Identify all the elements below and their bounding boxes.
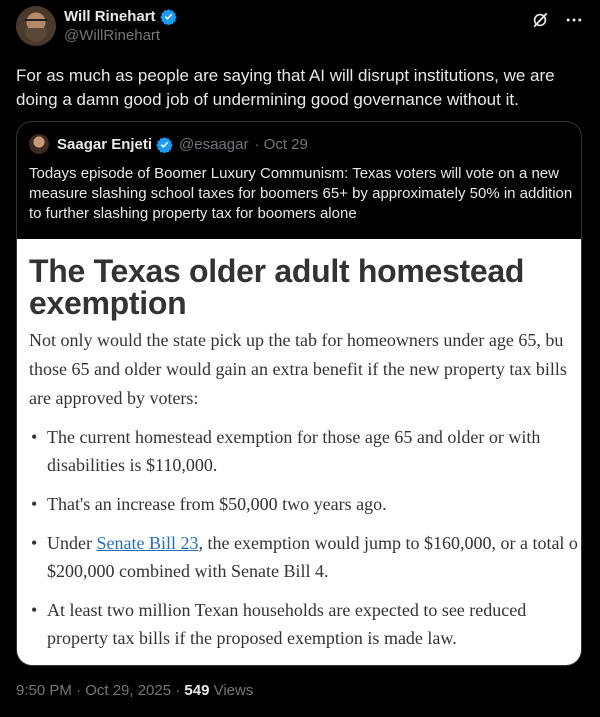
bullet-line: • At least two million Texan households are expected to see reduced <box>47 600 527 620</box>
quote-text: Todays episode of Boomer Luxury Communism: Texas voters will vote on a new measure slashing school taxes for boomers 65+ by approximately 50% in addition to further slashing property tax for boomers alone <box>29 165 573 222</box>
article-title: The Texas older adult homestead exemption <box>29 253 525 321</box>
more-icon[interactable] <box>564 10 584 30</box>
bullet-line: $200,000 combined with Senate Bill 4. <box>47 561 329 581</box>
bullet-text: Under <box>47 533 97 553</box>
tweet-actions <box>530 10 584 30</box>
verified-badge-icon <box>156 136 173 153</box>
bullet-text: , the exemption would jump to $160,000, or a total o <box>198 533 578 553</box>
article-intro <box>29 326 582 413</box>
article-intro-line: Not only would the state pick up the tab for homeowners under age 65, bu <box>29 330 564 350</box>
article-intro-line: those 65 and older would gain an extra benefit if the new property tax bills <box>29 359 567 379</box>
avatar-glasses <box>25 19 47 25</box>
quote-author-handle: @esaagar <box>179 135 249 153</box>
avatar-beard <box>25 28 47 42</box>
views-label: Views <box>209 682 254 699</box>
quote-tweet-card[interactable] <box>16 121 582 666</box>
author-display-name[interactable]: Will Rinehart <box>64 8 156 25</box>
article-bullet <box>29 596 582 652</box>
article-bullet-list <box>29 423 582 663</box>
bullet-line: property tax bills if the proposed exemption is made law. <box>47 628 457 648</box>
senate-bill-23-link[interactable]: Senate Bill 23 <box>96 533 199 553</box>
author-name-block <box>64 8 177 44</box>
tweet-timestamp[interactable]: 9:50 PM · Oct 29, 2025 · <box>16 682 185 699</box>
quote-author-name: Saagar Enjeti <box>57 135 153 153</box>
tweet-header <box>16 6 584 50</box>
views-count: 549 <box>184 682 210 699</box>
article-bullet <box>29 490 582 518</box>
author-handle[interactable]: @WillRinehart <box>64 27 161 44</box>
article-screenshot[interactable] <box>17 239 582 666</box>
bullet-line <box>47 529 582 557</box>
verified-badge-icon <box>160 8 177 25</box>
grok-icon[interactable] <box>530 10 550 30</box>
bullet-line: • That's an increase from $50,000 two years ago. <box>47 494 387 514</box>
tweet-footer <box>16 682 253 699</box>
quote-author-avatar <box>29 134 49 154</box>
bullet-line: disabilities is $110,000. <box>47 455 218 475</box>
article-intro-line: are approved by voters: <box>29 388 199 408</box>
quote-date: · Oct 29 <box>254 135 308 153</box>
author-avatar[interactable] <box>16 6 56 46</box>
bullet-line: • The current homestead exemption for those age 65 and older or with <box>47 427 541 447</box>
article-bullet <box>29 529 582 585</box>
article-bullet <box>29 423 582 479</box>
quote-header <box>29 134 308 154</box>
tweet-text: For as much as people are saying that AI will disrupt institutions, we are doing a damn good job of undermining good governance without it. <box>16 66 555 109</box>
